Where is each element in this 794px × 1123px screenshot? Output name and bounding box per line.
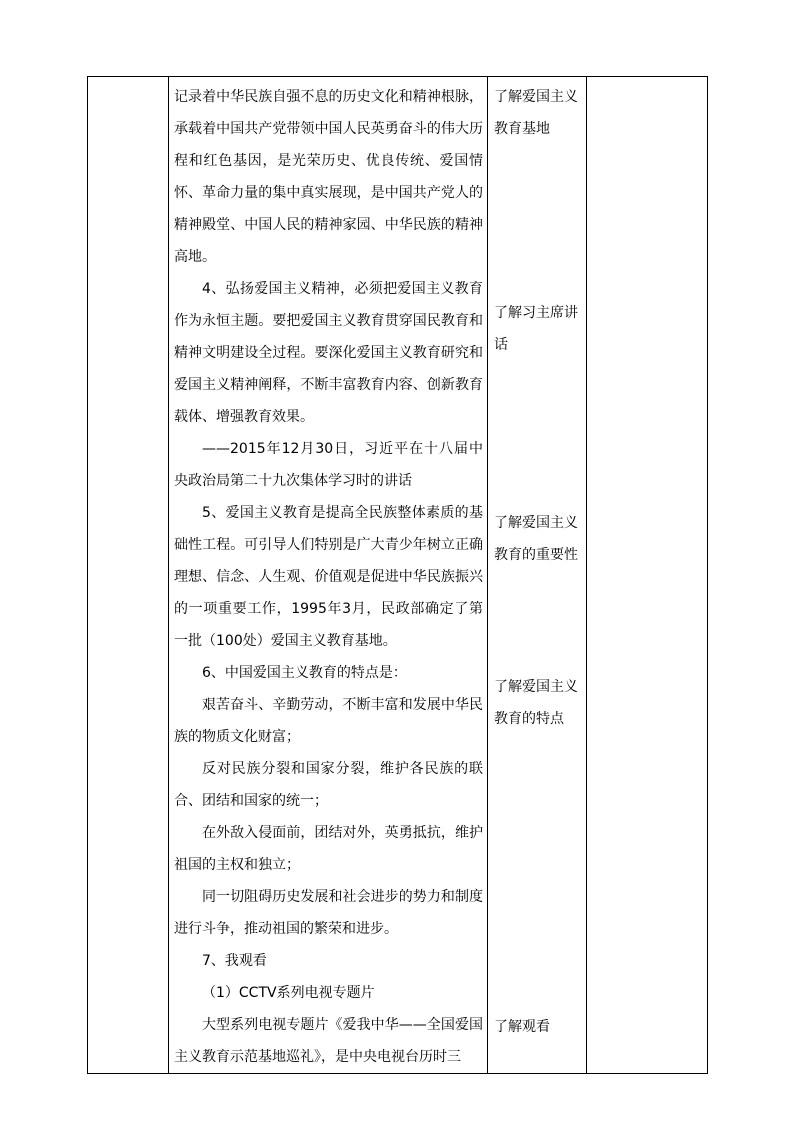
paragraph-feature-2: 反对民族分裂和国家分裂，维护各民族的联合、团结和国家的统一； [174, 761, 483, 809]
paragraph-feature-1: 艰苦奋斗、辛勤劳动，不断丰富和发展中华民族的物质文化财富； [174, 697, 483, 745]
lesson-plan-table [87, 76, 708, 1074]
empty-cell-right [587, 77, 708, 1074]
paragraph-tv-series: 大型系列电视专题片《爱我中华——全国爱国主义教育示范基地巡礼》，是中央电视台历时三 [174, 1017, 483, 1065]
paragraph-item-7: 7、我观看 [202, 953, 267, 969]
notes-cell [488, 77, 587, 1074]
note-text: 了解习主席讲话 [494, 305, 578, 353]
note-text: 了解爱国主义教育的特点 [494, 679, 578, 727]
empty-cell-left [88, 77, 169, 1074]
paragraph-item-5: 5、爱国主义教育是提高全民族整体素质的基础性工程。可引导人们特别是广大青少年树立正确理想、信念、人生观、价值观是促进中华民族振兴的一项重要工作，1995年3月，民政部确定了第一批（100处）爱国主义教育基地。 [174, 505, 483, 649]
paragraph-feature-3: 在外敌入侵面前，团结对外，英勇抵抗，维护祖国的主权和独立； [174, 825, 483, 873]
note-text: 了解爱国主义教育基地 [494, 89, 578, 137]
paragraph-base-intro: 记录着中华民族自强不息的历史文化和精神根脉，承载着中国共产党带领中国人民英勇奋斗的伟大历程和红色基因，是光荣历史、优良传统、爱国情怀、革命力量的集中真实展现，是中国共产党人的精神殿堂、中国人民的精神家园、中华民族的精神高地。 [174, 89, 483, 265]
paragraph-speech-source: ——2015年12月30日，习近平在十八届中央政治局第二十九次集体学习时的讲话 [174, 441, 483, 489]
table-row [88, 77, 708, 1074]
note-text: 了解爱国主义教育的重要性 [494, 515, 578, 563]
paragraph-item-4: 4、弘扬爱国主义精神，必须把爱国主义教育作为永恒主题。要把爱国主义教育贯穿国民教育和精神文明建设全过程。要深化爱国主义教育研究和爱国主义精神阐释，不断丰富教育内容、创新教育载体、增强教育效果。 [174, 281, 483, 425]
content-cell [169, 77, 488, 1074]
paragraph-sub-1: （1）CCTV系列电视专题片 [202, 985, 375, 1001]
paragraph-item-6: 6、中国爱国主义教育的特点是： [202, 665, 407, 681]
paragraph-feature-4: 同一切阻碍历史发展和社会进步的势力和制度进行斗争，推动祖国的繁荣和进步。 [174, 889, 483, 937]
note-text: 了解观看 [494, 1019, 550, 1035]
